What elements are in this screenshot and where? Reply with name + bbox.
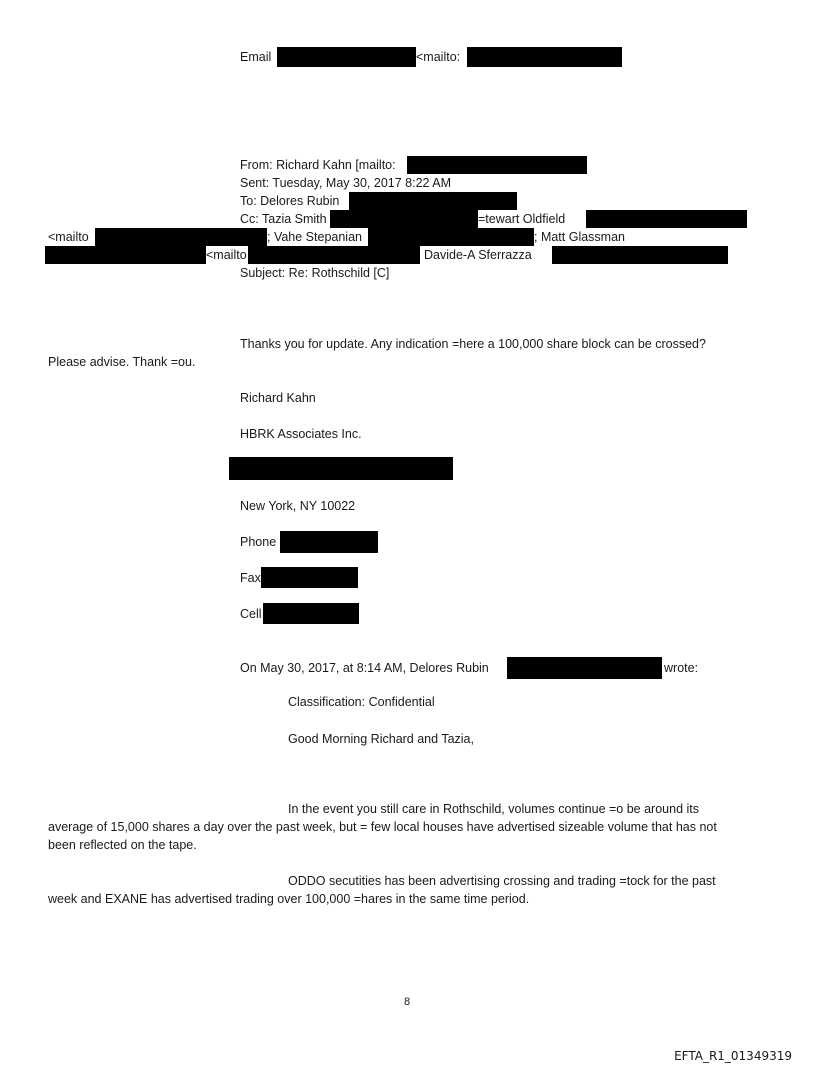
header-to: To: Delores Rubin — [240, 194, 340, 208]
signature-city: New York, NY 10022 — [240, 499, 356, 513]
quoted-intro: On May 30, 2017, at 8:14 AM, Delores Rubin — [240, 661, 489, 675]
signature-fax-label: Fax — [240, 571, 261, 585]
document-id: EFTA_R1_01349319 — [674, 1049, 792, 1063]
redaction-bar — [95, 228, 267, 246]
header-cc: ; Matt Glassman — [534, 230, 625, 244]
quoted-paragraph: been reflected on the tape. — [48, 838, 197, 852]
redaction-bar — [261, 567, 358, 588]
redaction-bar — [507, 657, 662, 679]
redaction-bar — [280, 531, 378, 553]
header-cc: Davide-A Sferrazza — [424, 248, 532, 262]
quoted-intro: wrote: — [664, 661, 699, 675]
redaction-bar — [467, 47, 622, 67]
email-label: Email — [240, 50, 272, 64]
redaction-bar — [229, 457, 453, 480]
signature-company: HBRK Associates Inc. — [240, 427, 362, 441]
quoted-paragraph: week and EXANE has advertised trading over 100,000 =hares in the same time period. — [48, 892, 530, 906]
header-cc: <mailto — [206, 248, 247, 262]
header-sent: Sent: Tuesday, May 30, 2017 8:22 AM — [240, 176, 452, 190]
signature-phone-label: Phone — [240, 535, 277, 549]
quoted-greeting: Good Morning Richard and Tazia, — [288, 732, 474, 746]
quoted-classification: Classification: Confidential — [288, 695, 435, 709]
redaction-bar — [586, 210, 747, 228]
redaction-bar — [349, 192, 517, 210]
header-cc: ; Vahe Stepanian — [267, 230, 362, 244]
redaction-bar — [277, 47, 416, 67]
redaction-bar — [330, 210, 478, 228]
header-cc: <mailto — [48, 230, 89, 244]
reply-line: Thanks you for update. Any indication =here a 100,000 share block can be crossed? — [240, 337, 706, 351]
signature-cell-label: Cell — [240, 607, 262, 621]
header-subject: Subject: Re: Rothschild [C] — [240, 266, 390, 280]
signature-name: Richard Kahn — [240, 391, 316, 405]
header-cc: =tewart Oldfield — [478, 212, 566, 226]
header-cc: Cc: Tazia Smith — [240, 212, 327, 226]
quoted-paragraph: In the event you still care in Rothschild, volumes continue =o be around its — [288, 802, 699, 816]
page-number: 8 — [404, 996, 411, 1008]
redaction-bar — [248, 246, 420, 264]
redaction-bar — [368, 228, 534, 246]
redaction-bar — [263, 603, 359, 624]
email-mailto: <mailto: — [416, 50, 461, 64]
redaction-bar — [45, 246, 206, 264]
header-from: From: Richard Kahn [mailto: — [240, 158, 396, 172]
reply-line: Please advise. Thank =ou. — [48, 355, 196, 369]
redaction-bar — [407, 156, 587, 174]
redaction-bar — [552, 246, 728, 264]
quoted-paragraph: average of 15,000 shares a day over the past week, but = few local houses have advertised sizeable volume that has not — [48, 820, 717, 834]
quoted-paragraph: ODDO secutities has been advertising crossing and trading =tock for the past — [288, 874, 716, 888]
